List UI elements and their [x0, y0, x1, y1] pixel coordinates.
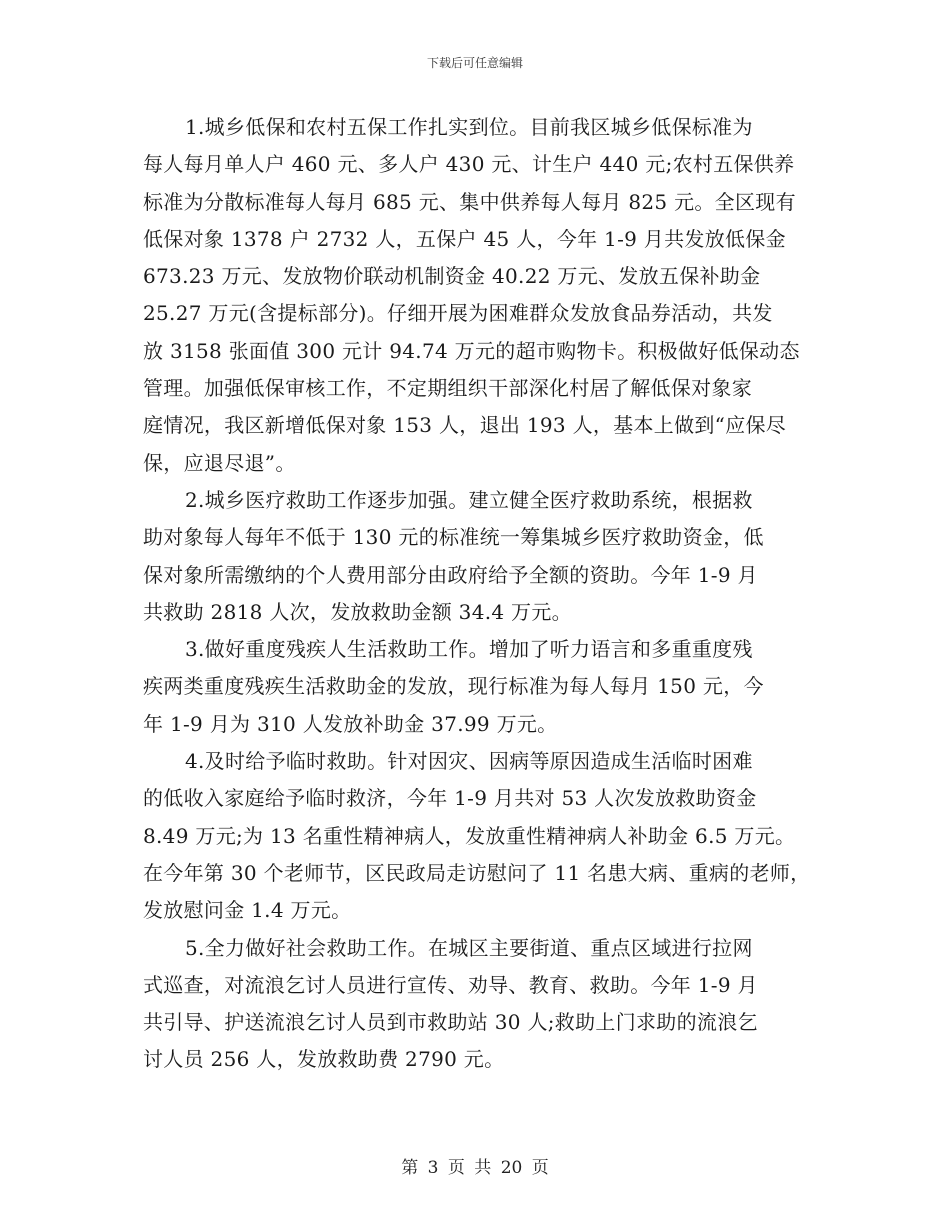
text-line: 标准为分散标准每人每月 685 元、集中供养每人每月 825 元。全区现有: [143, 189, 796, 214]
text-line: 25.27 万元(含提标部分)。仔细开展为困难群众发放食品券活动，共发: [143, 301, 773, 326]
text-line: 管理。加强低保审核工作，不定期组织干部深化村居了解低保对象家: [143, 376, 752, 401]
paragraph-medical-aid: [143, 486, 823, 635]
text-line: 4.及时给予临时救助。针对因灾、因病等原因造成生活临时困难: [185, 749, 753, 774]
text-line: 讨人员 256 人，发放救助费 2790 元。: [143, 1047, 505, 1072]
text-line: 放 3158 张面值 300 元计 94.74 万元的超市购物卡。积极做好低保动态: [143, 338, 800, 363]
text-line: 5.全力做好社会救助工作。在城区主要街道、重点区域进行拉网: [185, 935, 753, 960]
text-line: 发放慰问金 1.4 万元。: [143, 898, 352, 923]
text-line: 共救助 2818 人次，发放救助金额 34.4 万元。: [143, 599, 572, 624]
text-line: 保，应退尽退”。: [143, 450, 296, 475]
page-header: 下载后可任意编辑: [426, 56, 523, 70]
document-body: [143, 113, 823, 1083]
text-line: 2.城乡医疗救助工作逐步加强。建立健全医疗救助系统，根据救: [185, 487, 753, 512]
page-number: 第 3 页 共 20 页: [401, 1158, 549, 1178]
paragraph-social-aid: [143, 934, 823, 1083]
paragraph-temporary-aid: [143, 747, 823, 933]
text-line: 8.49 万元;为 13 名重性精神病人，发放重性精神病人补助金 6.5 万元。: [143, 823, 796, 848]
text-line: 共引导、护送流浪乞讨人员到市救助站 30 人;救助上门求助的流浪乞: [143, 1010, 758, 1035]
paragraph-low-income-security: [143, 113, 823, 486]
paragraph-disability-aid: [143, 635, 823, 747]
text-line: 庭情况，我区新增低保对象 153 人，退出 193 人，基本上做到“应保尽: [143, 413, 787, 438]
text-line: 式巡查，对流浪乞讨人员进行宣传、劝导、教育、救助。今年 1-9 月: [143, 972, 758, 997]
text-line: 疾两类重度残疾生活救助金的发放，现行标准为每人每月 150 元，今: [143, 674, 764, 699]
text-line: 年 1-9 月为 310 人发放补助金 37.99 万元。: [143, 711, 558, 736]
text-line: 低保对象 1378 户 2732 人，五保户 45 人，今年 1-9 月共发放低保金: [143, 226, 786, 251]
text-line: 的低收入家庭给予临时救济，今年 1-9 月共对 53 人次发放救助资金: [143, 786, 757, 811]
text-line: 3.做好重度残疾人生活救助工作。增加了听力语言和多重重度残: [185, 637, 753, 662]
text-line: 保对象所需缴纳的个人费用部分由政府给予全额的资助。今年 1-9 月: [143, 562, 758, 587]
text-line: 每人每月单人户 460 元、多人户 430 元、计生户 440 元;农村五保供养: [143, 152, 795, 177]
text-line: 673.23 万元、发放物价联动机制资金 40.22 万元、发放五保补助金: [143, 264, 761, 289]
text-line: 1.城乡低保和农村五保工作扎实到位。目前我区城乡低保标准为: [185, 115, 753, 139]
text-line: 在今年第 30 个老师节，区民政局走访慰问了 11 名患大病、重病的老师，: [143, 860, 811, 885]
text-line: 助对象每人每年不低于 130 元的标准统一筹集城乡医疗救助资金，低: [143, 525, 764, 550]
